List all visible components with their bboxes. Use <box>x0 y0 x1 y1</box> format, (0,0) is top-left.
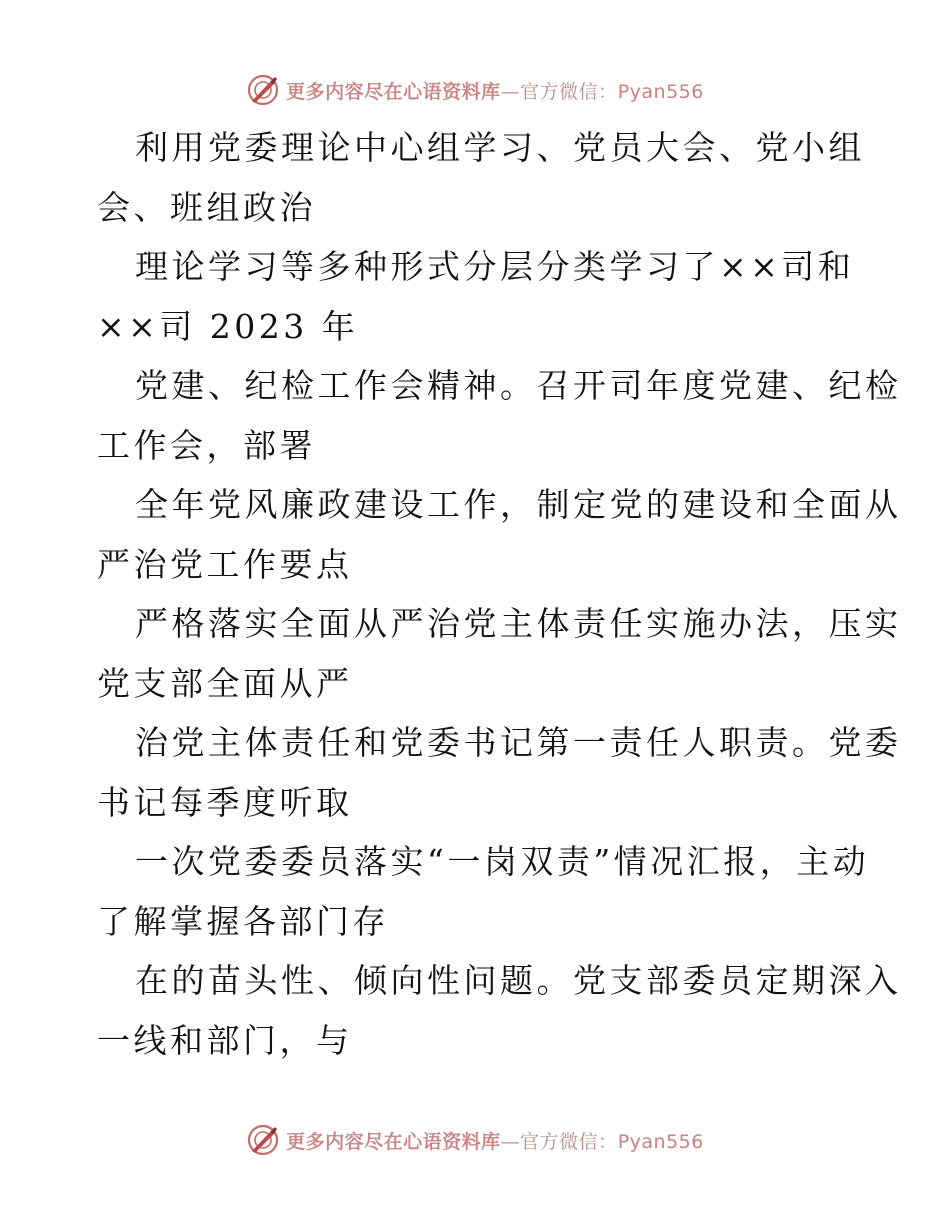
quill-seal-icon <box>246 1123 280 1157</box>
footer-watermark <box>0 1122 950 1158</box>
quill-seal-icon <box>246 73 280 107</box>
paragraph-line: 了解掌握各部门存 <box>97 901 389 941</box>
paragraph-line: 党支部全面从严 <box>97 663 353 703</box>
paragraph-line: 理论学习等多种形式分层分类学习了××司和 <box>135 247 855 286</box>
paragraph-line: 党建、纪检工作会精神。召开司年度党建、纪检 <box>135 366 902 405</box>
paragraph-line: 在的苗头性、倾向性问题。党支部委员定期深入 <box>135 961 902 1000</box>
paragraph-line: 严治党工作要点 <box>97 544 353 584</box>
watermark-text: 更多内容尽在心语资料库—官方微信：Pyan556 <box>286 1130 704 1153</box>
paragraph-line: 工作会，部署 <box>97 425 316 465</box>
paragraph-line: 书记每季度听取 <box>97 782 353 822</box>
paragraph-line: 治党主体责任和党委书记第一责任人职责。党委 <box>135 723 902 762</box>
paragraph-line: ××司 2023 年 <box>97 306 359 346</box>
paragraph-line: 利用党委理论中心组学习、党员大会、党小组 <box>135 128 865 167</box>
paragraph-line: 会、班组政治 <box>97 187 316 227</box>
watermark-text: 更多内容尽在心语资料库—官方微信：Pyan556 <box>286 80 704 103</box>
paragraph-line: 一线和部门，与 <box>97 1020 353 1060</box>
paragraph-line: 严格落实全面从严治党主体责任实施办法，压实 <box>135 604 902 643</box>
header-watermark <box>0 72 950 108</box>
paragraph-line: 全年党风廉政建设工作，制定党的建设和全面从 <box>135 485 902 524</box>
paragraph-line: 一次党委委员落实“一岗双责”情况汇报，主动 <box>135 842 870 881</box>
document-body <box>97 118 902 1070</box>
